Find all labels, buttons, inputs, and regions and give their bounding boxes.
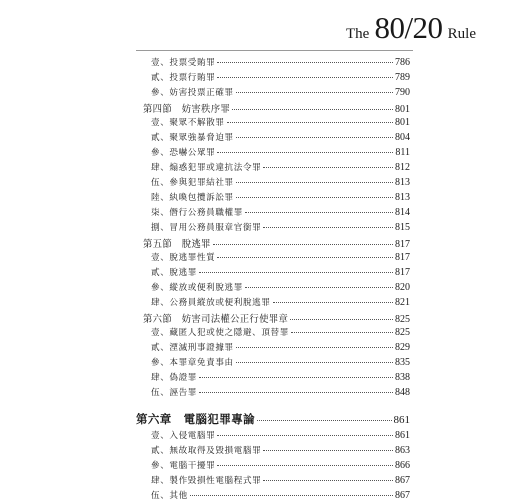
header-divider	[136, 50, 413, 51]
toc-item-row	[151, 341, 410, 353]
toc-entry-title: 參、本罪章免責事由	[151, 358, 234, 368]
toc-page-number: 790	[395, 87, 410, 98]
dot-leader	[236, 347, 393, 348]
toc-section-row	[143, 236, 410, 250]
dot-leader	[263, 480, 393, 481]
brand-prefix: The	[346, 26, 370, 42]
toc-entry-title: 壹、脫逃罪性質	[151, 253, 216, 263]
toc-entry-title: 陸、紈喚包攬訴訟罪	[151, 193, 234, 203]
toc-page-number: 801	[395, 104, 410, 115]
toc-item-row	[151, 251, 410, 263]
toc-item-row	[151, 444, 410, 456]
dot-leader	[236, 92, 393, 93]
dot-leader	[190, 495, 393, 496]
dot-leader	[273, 302, 393, 303]
toc-section-row	[143, 101, 410, 115]
dot-leader	[217, 435, 393, 436]
toc-item-row	[151, 221, 410, 233]
toc-page-number: 789	[395, 72, 410, 83]
toc-item-row	[151, 326, 410, 338]
dot-leader	[257, 420, 392, 421]
toc-item-row	[151, 161, 410, 173]
toc-page-number: 815	[395, 222, 410, 233]
toc-entry-title: 肆、製作毀損性電腦程式罪	[151, 476, 262, 486]
toc-page-number: 804	[395, 132, 410, 143]
toc-page-number: 811	[395, 147, 410, 158]
toc-page-number: 813	[395, 177, 410, 188]
toc-item-row	[151, 116, 410, 128]
toc-page-number: 786	[395, 57, 410, 68]
dot-leader	[217, 152, 393, 153]
dot-leader	[199, 377, 393, 378]
dot-leader	[199, 272, 393, 273]
toc-page-number: 812	[395, 162, 410, 173]
dot-leader	[291, 332, 393, 333]
toc-chapter-row	[136, 411, 410, 427]
dot-leader	[263, 227, 393, 228]
toc-page-number: 813	[395, 192, 410, 203]
toc-section-row	[143, 311, 410, 325]
toc-item-row	[151, 176, 410, 188]
toc-entry-title: 伍、參與犯罪結社罪	[151, 178, 234, 188]
dot-leader	[290, 319, 393, 320]
toc-item-row	[151, 266, 410, 278]
toc-item-row	[151, 146, 410, 158]
toc-page-number: 867	[395, 475, 410, 486]
toc-page-number: 801	[395, 117, 410, 128]
toc-entry-title: 貳、湮滅刑事證據罪	[151, 343, 234, 353]
toc-entry-title: 第四節 妨害秩序罪	[143, 104, 231, 115]
toc-item-row	[151, 459, 410, 471]
toc-entry-title: 肆、公務員縱放或便利脫逃罪	[151, 298, 271, 308]
toc-item-row	[151, 191, 410, 203]
toc-page-number: 835	[395, 357, 410, 368]
toc-page-number: 848	[395, 387, 410, 398]
dot-leader	[213, 244, 393, 245]
toc-entry-title: 第六節 妨害司法權公正行使罪章	[143, 314, 289, 325]
toc-page-number: 861	[393, 414, 410, 426]
toc-entry-title: 參、妨害投票正確罪	[151, 88, 234, 98]
toc-item-row	[151, 296, 410, 308]
toc-page-number: 861	[395, 430, 410, 441]
toc-page-number: 820	[395, 282, 410, 293]
toc-page-number: 863	[395, 445, 410, 456]
toc-page-number: 817	[395, 252, 410, 263]
toc-entry-title: 貳、無故取得及毀損電腦罪	[151, 446, 262, 456]
dot-leader	[217, 77, 393, 78]
toc-page-number: 829	[395, 342, 410, 353]
toc-item-row	[151, 371, 410, 383]
toc-entry-title: 參、恐嚇公眾罪	[151, 148, 216, 158]
toc-item-row	[151, 356, 410, 368]
toc-entry-title: 捌、冒用公務員服章官銜罪	[151, 223, 262, 233]
toc-item-row	[151, 56, 410, 68]
toc-entry-title: 壹、藏匿人犯或使之隱避、頂替罪	[151, 328, 289, 338]
dot-leader	[232, 109, 393, 110]
toc-item-row	[151, 489, 410, 501]
brand-suffix: Rule	[447, 26, 476, 42]
toc-item-row	[151, 281, 410, 293]
book-brand-header	[346, 12, 476, 43]
toc-entry-title: 伍、誣告罪	[151, 388, 197, 398]
toc-entry-title: 貳、投票行賄罪	[151, 73, 216, 83]
toc-page-number: 867	[395, 490, 410, 501]
toc-entry-title: 第五節 脫逃罪	[143, 239, 211, 250]
toc-entry-title: 參、電腦干擾罪	[151, 461, 216, 471]
toc-page-number: 821	[395, 297, 410, 308]
dot-leader	[227, 122, 393, 123]
dot-leader	[199, 392, 393, 393]
toc-entry-title: 貳、聚眾強暴脅迫罪	[151, 133, 234, 143]
toc-entry-title: 參、縱放或便利脫逃罪	[151, 283, 243, 293]
dot-leader	[245, 287, 393, 288]
toc-entry-title: 貳、脫逃罪	[151, 268, 197, 278]
toc-entry-title: 肆、偽證罪	[151, 373, 197, 383]
toc-page-number: 825	[395, 314, 410, 325]
toc-page-number: 814	[395, 207, 410, 218]
toc-item-row	[151, 386, 410, 398]
toc-page-number: 866	[395, 460, 410, 471]
toc-page-number: 838	[395, 372, 410, 383]
dot-leader	[263, 167, 393, 168]
toc-entry-title: 柒、僭行公務員職權罪	[151, 208, 243, 218]
dot-leader	[236, 182, 393, 183]
toc-entry-title: 肆、煽惑犯罪或違抗法令罪	[151, 163, 262, 173]
dot-leader	[263, 450, 393, 451]
toc-item-row	[151, 131, 410, 143]
toc-entry-title: 第六章 電腦犯罪專論	[136, 412, 255, 426]
toc-item-row	[151, 429, 410, 441]
toc-item-row	[151, 474, 410, 486]
toc-entry-title: 壹、入侵電腦罪	[151, 431, 216, 441]
dot-leader	[217, 465, 393, 466]
dot-leader	[217, 62, 393, 63]
dot-leader	[217, 257, 393, 258]
dot-leader	[236, 197, 393, 198]
toc-item-row	[151, 86, 410, 98]
brand-number: 80/20	[374, 10, 443, 45]
toc-page-number: 817	[395, 239, 410, 250]
dot-leader	[236, 362, 393, 363]
toc-item-row	[151, 206, 410, 218]
toc-page-number: 825	[395, 327, 410, 338]
dot-leader	[236, 137, 393, 138]
dot-leader	[245, 212, 393, 213]
toc-entry-title: 伍、其他	[151, 491, 188, 501]
toc-page-number: 817	[395, 267, 410, 278]
toc-item-row	[151, 71, 410, 83]
toc-entry-title: 壹、聚眾不解散罪	[151, 118, 225, 128]
toc-entry-title: 壹、投票受賄罪	[151, 58, 216, 68]
